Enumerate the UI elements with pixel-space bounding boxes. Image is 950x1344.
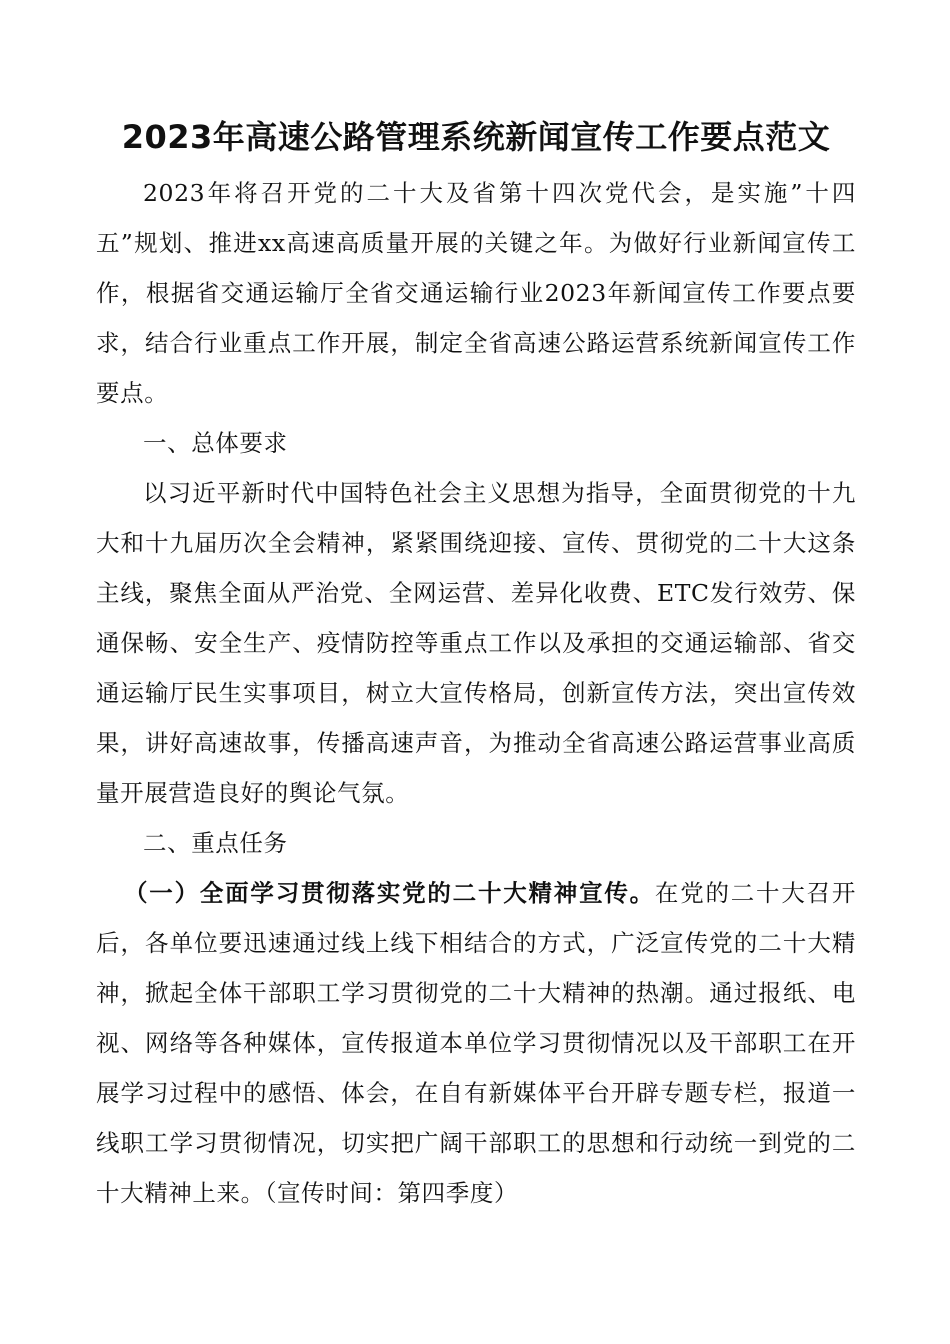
- task-item-lead: （一）全面学习贯彻落实党的二十大精神宣传。: [124, 879, 655, 907]
- section-heading-tasks: 二、重点任务: [143, 829, 288, 857]
- section-heading-overall: 一、总体要求: [143, 429, 288, 457]
- overall-paragraph: 以习近平新时代中国特色社会主义思想为指导，全面贯彻党的十九大和十九届历次全会精神，紧紧围绕迎接、宣传、贯彻党的二十大这条主线，聚焦全面从严治党、全网运营、差异化收费、ETC发行效劳、保通保畅、安全生产、疫情防控等重点工作以及承担的交通运输部、省交通运输厅民生实事项目，树立大宣传格局，创新宣传方法，突出宣传效果，讲好高速故事，传播高速声音，为推动全省高速公路运营事业高质量开展营造良好的舆论气氛。: [96, 479, 856, 807]
- document-page: [96, 112, 856, 1218]
- task-item-body: 在党的二十大召开后，各单位要迅速通过线上线下相结合的方式，广泛宣传党的二十大精神，掀起全体干部职工学习贯彻党的二十大精神的热潮。通过报纸、电视、网络等各种媒体，宣传报道本单位学习贯彻情况以及干部职工在开展学习过程中的感悟、体会，在自有新媒体平台开辟专题专栏，报道一线职工学习贯彻情况，切实把广阔干部职工的思想和行动统一到党的二十大精神上来。（宣传时间：第四季度）: [96, 879, 856, 1207]
- document-title: 2023年高速公路管理系统新闻宣传工作要点范文: [121, 118, 831, 156]
- intro-paragraph: 2023年将召开党的二十大及省第十四次党代会，是实施”十四五”规划、推进xx高速高质量开展的关键之年。为做好行业新闻宣传工作，根据省交通运输厅全省交通运输行业2023年新闻宣传工作要点要求，结合行业重点工作开展，制定全省高速公路运营系统新闻宣传工作要点。: [96, 179, 856, 407]
- task-item-paragraph: [96, 868, 856, 1218]
